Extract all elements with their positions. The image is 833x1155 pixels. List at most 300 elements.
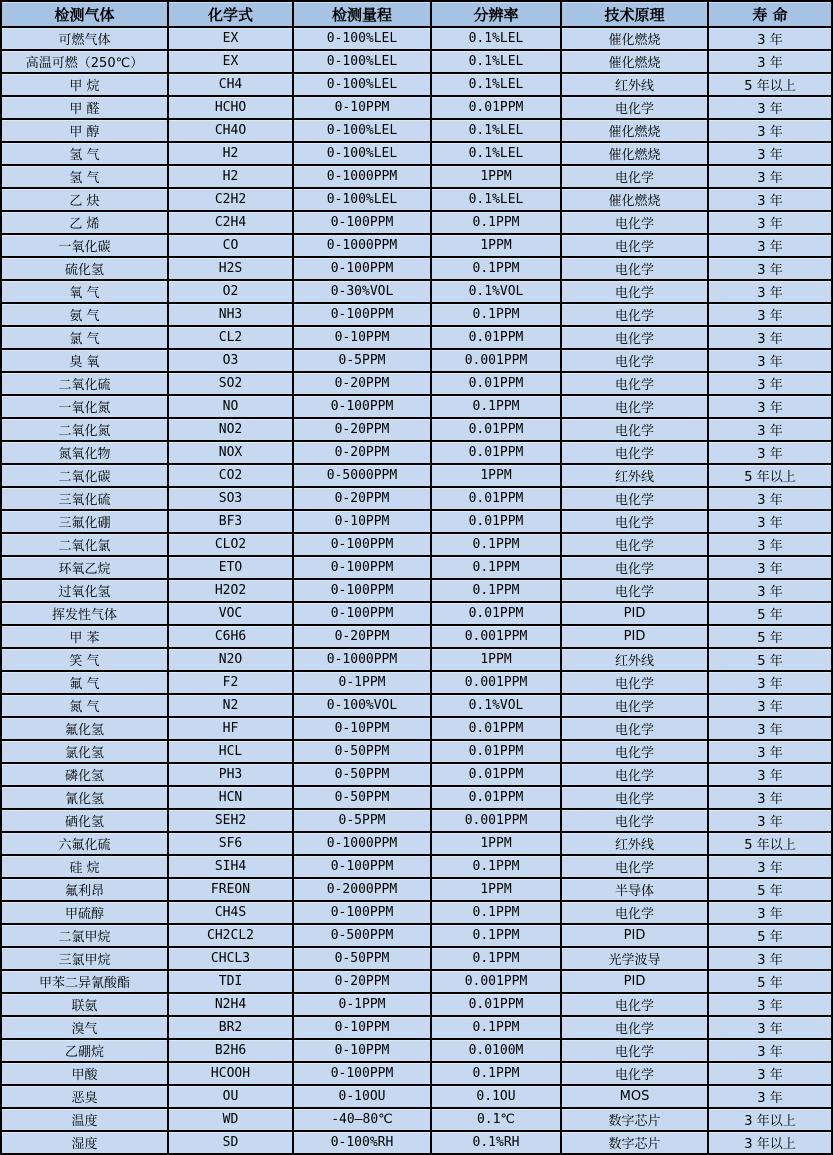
cell-formula: H2O2 — [168, 579, 293, 602]
cell-resolution: 0.01PPM — [431, 786, 561, 809]
cell-resolution: 0.01PPM — [431, 602, 561, 625]
cell-gas-name: 甲 醇 — [1, 119, 168, 142]
cell-lifespan: 3 年 — [708, 119, 832, 142]
cell-gas-name: 氨 气 — [1, 303, 168, 326]
cell-range: 0-10PPM — [293, 510, 431, 533]
table-row — [1, 326, 832, 349]
cell-range: 0-50PPM — [293, 763, 431, 786]
cell-gas-name: 甲酸 — [1, 1062, 168, 1085]
cell-formula: FREON — [168, 878, 293, 901]
table-row — [1, 510, 832, 533]
table-row — [1, 418, 832, 441]
cell-resolution: 0.1PPM — [431, 1062, 561, 1085]
cell-range: 0-2000PPM — [293, 878, 431, 901]
table-row — [1, 855, 832, 878]
cell-range: 0-10OU — [293, 1085, 431, 1108]
table-row — [1, 257, 832, 280]
cell-resolution: 0.1PPM — [431, 395, 561, 418]
cell-principle: 电化学 — [561, 510, 708, 533]
cell-resolution: 0.01PPM — [431, 96, 561, 119]
table-row — [1, 556, 832, 579]
cell-gas-name: 挥发性气体 — [1, 602, 168, 625]
cell-formula: EX — [168, 50, 293, 73]
cell-gas-name: 过氧化氢 — [1, 579, 168, 602]
cell-range: 0-20PPM — [293, 441, 431, 464]
cell-gas-name: 三氟化硼 — [1, 510, 168, 533]
cell-lifespan: 3 年 — [708, 211, 832, 234]
cell-range: 0-100PPM — [293, 257, 431, 280]
cell-lifespan: 3 年 — [708, 418, 832, 441]
cell-lifespan: 3 年 — [708, 280, 832, 303]
cell-lifespan: 3 年 — [708, 234, 832, 257]
cell-gas-name: 环氧乙烷 — [1, 556, 168, 579]
cell-range: 0-100PPM — [293, 395, 431, 418]
cell-range: 0-100PPM — [293, 303, 431, 326]
cell-lifespan: 3 年 — [708, 142, 832, 165]
cell-range: 0-100%LEL — [293, 27, 431, 50]
cell-gas-name: 臭 氧 — [1, 349, 168, 372]
cell-principle: PID — [561, 602, 708, 625]
cell-resolution: 0.1%RH — [431, 1131, 561, 1154]
cell-formula: NH3 — [168, 303, 293, 326]
table-row — [1, 1062, 832, 1085]
cell-formula: F2 — [168, 671, 293, 694]
cell-resolution: 0.01PPM — [431, 717, 561, 740]
cell-formula: C2H2 — [168, 188, 293, 211]
cell-range: 0-5PPM — [293, 809, 431, 832]
cell-gas-name: 二氧化碳 — [1, 464, 168, 487]
cell-principle: MOS — [561, 1085, 708, 1108]
cell-gas-name: 三氯甲烷 — [1, 947, 168, 970]
cell-formula: SD — [168, 1131, 293, 1154]
cell-principle: 电化学 — [561, 234, 708, 257]
cell-lifespan: 3 年 — [708, 165, 832, 188]
cell-lifespan: 3 年 — [708, 188, 832, 211]
table-row — [1, 878, 832, 901]
cell-resolution: 0.1PPM — [431, 533, 561, 556]
cell-resolution: 0.1PPM — [431, 947, 561, 970]
cell-lifespan: 3 年 — [708, 372, 832, 395]
table-row — [1, 694, 832, 717]
table-row — [1, 533, 832, 556]
cell-range: 0-10PPM — [293, 1039, 431, 1062]
cell-gas-name: 氟 气 — [1, 671, 168, 694]
cell-range: 0-20PPM — [293, 970, 431, 993]
cell-principle: 电化学 — [561, 1016, 708, 1039]
table-row — [1, 809, 832, 832]
table-row — [1, 165, 832, 188]
cell-gas-name: 氰化氢 — [1, 786, 168, 809]
cell-principle: 电化学 — [561, 740, 708, 763]
cell-resolution: 0.01PPM — [431, 763, 561, 786]
cell-formula: PH3 — [168, 763, 293, 786]
cell-principle: 数字芯片 — [561, 1108, 708, 1131]
table-row — [1, 717, 832, 740]
column-header-resolution: 分辨率 — [431, 1, 561, 27]
cell-resolution: 0.1%VOL — [431, 280, 561, 303]
cell-gas-name: 二氧化氯 — [1, 533, 168, 556]
cell-lifespan: 5 年以上 — [708, 464, 832, 487]
cell-formula: CH4O — [168, 119, 293, 142]
cell-lifespan: 5 年 — [708, 878, 832, 901]
cell-range: 0-20PPM — [293, 625, 431, 648]
cell-formula: B2H6 — [168, 1039, 293, 1062]
cell-formula: BF3 — [168, 510, 293, 533]
cell-formula: CO2 — [168, 464, 293, 487]
table-row — [1, 234, 832, 257]
cell-principle: 电化学 — [561, 211, 708, 234]
cell-range: 0-100PPM — [293, 556, 431, 579]
cell-lifespan: 3 年 — [708, 901, 832, 924]
cell-resolution: 0.01PPM — [431, 740, 561, 763]
cell-range: 0-10PPM — [293, 717, 431, 740]
cell-formula: O2 — [168, 280, 293, 303]
cell-principle: 电化学 — [561, 487, 708, 510]
cell-resolution: 0.1OU — [431, 1085, 561, 1108]
cell-range: 0-1000PPM — [293, 165, 431, 188]
cell-resolution: 0.1PPM — [431, 211, 561, 234]
cell-lifespan: 3 年 — [708, 694, 832, 717]
cell-lifespan: 3 年 — [708, 487, 832, 510]
cell-resolution: 0.1%VOL — [431, 694, 561, 717]
cell-range: 0-100PPM — [293, 602, 431, 625]
table-row — [1, 96, 832, 119]
cell-lifespan: 3 年 — [708, 349, 832, 372]
cell-principle: 电化学 — [561, 717, 708, 740]
cell-resolution: 0.1PPM — [431, 556, 561, 579]
cell-gas-name: 一氧化碳 — [1, 234, 168, 257]
cell-formula: O3 — [168, 349, 293, 372]
cell-gas-name: 氯化氢 — [1, 740, 168, 763]
table-row — [1, 1131, 832, 1154]
cell-principle: 电化学 — [561, 418, 708, 441]
cell-principle: PID — [561, 970, 708, 993]
cell-range: 0-1PPM — [293, 993, 431, 1016]
cell-formula: HF — [168, 717, 293, 740]
table-body — [1, 27, 832, 1154]
cell-lifespan: 5 年 — [708, 648, 832, 671]
table-row — [1, 740, 832, 763]
cell-resolution: 1PPM — [431, 832, 561, 855]
cell-lifespan: 3 年 — [708, 1062, 832, 1085]
table-row — [1, 671, 832, 694]
cell-range: 0-100%LEL — [293, 188, 431, 211]
cell-principle: 催化燃烧 — [561, 119, 708, 142]
cell-formula: C6H6 — [168, 625, 293, 648]
cell-lifespan: 3 年 — [708, 1039, 832, 1062]
cell-gas-name: 氮氧化物 — [1, 441, 168, 464]
table-row — [1, 947, 832, 970]
cell-resolution: 1PPM — [431, 165, 561, 188]
cell-principle: 光学波导 — [561, 947, 708, 970]
table-row — [1, 211, 832, 234]
cell-principle: 红外线 — [561, 73, 708, 96]
cell-formula: SF6 — [168, 832, 293, 855]
cell-resolution: 0.1PPM — [431, 257, 561, 280]
table-row — [1, 73, 832, 96]
cell-formula: HCL — [168, 740, 293, 763]
cell-range: 0-10PPM — [293, 96, 431, 119]
cell-formula: H2S — [168, 257, 293, 280]
cell-formula: EX — [168, 27, 293, 50]
table-row — [1, 648, 832, 671]
table-row — [1, 303, 832, 326]
cell-range: 0-100PPM — [293, 855, 431, 878]
table-row — [1, 1016, 832, 1039]
column-header-lifespan: 寿 命 — [708, 1, 832, 27]
cell-formula: CO — [168, 234, 293, 257]
table-row — [1, 579, 832, 602]
table-row — [1, 763, 832, 786]
cell-lifespan: 3 年 — [708, 1016, 832, 1039]
cell-gas-name: 三氧化硫 — [1, 487, 168, 510]
cell-gas-name: 二氧化氮 — [1, 418, 168, 441]
table-row — [1, 464, 832, 487]
cell-formula: HCHO — [168, 96, 293, 119]
cell-gas-name: 甲 苯 — [1, 625, 168, 648]
cell-lifespan: 3 年 — [708, 533, 832, 556]
cell-lifespan: 3 年 — [708, 993, 832, 1016]
cell-range: 0-100PPM — [293, 533, 431, 556]
cell-lifespan: 3 年以上 — [708, 1108, 832, 1131]
cell-range: 0-100%RH — [293, 1131, 431, 1154]
cell-formula: CH4S — [168, 901, 293, 924]
cell-principle: 催化燃烧 — [561, 188, 708, 211]
cell-range: 0-5PPM — [293, 349, 431, 372]
cell-range: 0-100PPM — [293, 211, 431, 234]
cell-formula: TDI — [168, 970, 293, 993]
cell-principle: 电化学 — [561, 671, 708, 694]
cell-formula: NO — [168, 395, 293, 418]
table-row — [1, 832, 832, 855]
cell-lifespan: 5 年 — [708, 970, 832, 993]
cell-gas-name: 高温可燃（250℃） — [1, 50, 168, 73]
cell-formula: VOC — [168, 602, 293, 625]
table-row — [1, 188, 832, 211]
table-row — [1, 441, 832, 464]
cell-principle: 电化学 — [561, 1062, 708, 1085]
cell-gas-name: 氧 气 — [1, 280, 168, 303]
cell-principle: 电化学 — [561, 579, 708, 602]
cell-principle: 电化学 — [561, 855, 708, 878]
cell-range: 0-100%VOL — [293, 694, 431, 717]
cell-resolution: 0.1℃ — [431, 1108, 561, 1131]
cell-range: 0-10PPM — [293, 326, 431, 349]
cell-range: 0-1000PPM — [293, 648, 431, 671]
cell-gas-name: 甲硫醇 — [1, 901, 168, 924]
cell-principle: 电化学 — [561, 96, 708, 119]
cell-gas-name: 联氨 — [1, 993, 168, 1016]
cell-principle: 电化学 — [561, 395, 708, 418]
cell-resolution: 0.1%LEL — [431, 50, 561, 73]
cell-gas-name: 氢 气 — [1, 165, 168, 188]
cell-lifespan: 5 年 — [708, 625, 832, 648]
cell-lifespan: 3 年 — [708, 947, 832, 970]
cell-formula: H2 — [168, 165, 293, 188]
cell-range: -40—80℃ — [293, 1108, 431, 1131]
cell-principle: 电化学 — [561, 165, 708, 188]
cell-principle: 电化学 — [561, 372, 708, 395]
cell-formula: OU — [168, 1085, 293, 1108]
cell-range: 0-1000PPM — [293, 832, 431, 855]
cell-resolution: 1PPM — [431, 234, 561, 257]
cell-resolution: 0.1PPM — [431, 901, 561, 924]
cell-formula: CL2 — [168, 326, 293, 349]
cell-lifespan: 3 年 — [708, 441, 832, 464]
cell-principle: 电化学 — [561, 694, 708, 717]
cell-gas-name: 可燃气体 — [1, 27, 168, 50]
table-row — [1, 142, 832, 165]
table-row — [1, 901, 832, 924]
table-row — [1, 27, 832, 50]
cell-gas-name: 氢 气 — [1, 142, 168, 165]
cell-principle: 电化学 — [561, 556, 708, 579]
cell-range: 0-1PPM — [293, 671, 431, 694]
cell-range: 0-50PPM — [293, 740, 431, 763]
cell-lifespan: 3 年 — [708, 579, 832, 602]
table-row — [1, 602, 832, 625]
cell-formula: H2 — [168, 142, 293, 165]
cell-gas-name: 乙 烯 — [1, 211, 168, 234]
cell-formula: N2 — [168, 694, 293, 717]
column-header-gas: 检测气体 — [1, 1, 168, 27]
cell-principle: 电化学 — [561, 280, 708, 303]
cell-resolution: 0.001PPM — [431, 970, 561, 993]
cell-gas-name: 乙 炔 — [1, 188, 168, 211]
cell-lifespan: 5 年以上 — [708, 73, 832, 96]
cell-gas-name: 硫化氢 — [1, 257, 168, 280]
cell-lifespan: 5 年 — [708, 924, 832, 947]
table-row — [1, 372, 832, 395]
cell-range: 0-10PPM — [293, 1016, 431, 1039]
cell-principle: 电化学 — [561, 441, 708, 464]
cell-principle: 电化学 — [561, 1039, 708, 1062]
table-header — [1, 1, 832, 27]
cell-resolution: 0.1%LEL — [431, 188, 561, 211]
cell-lifespan: 3 年 — [708, 326, 832, 349]
cell-gas-name: 氟化氢 — [1, 717, 168, 740]
cell-formula: N2O — [168, 648, 293, 671]
cell-resolution: 0.1PPM — [431, 303, 561, 326]
cell-range: 0-20PPM — [293, 418, 431, 441]
cell-resolution: 0.1PPM — [431, 924, 561, 947]
cell-formula: HCN — [168, 786, 293, 809]
cell-gas-name: 温度 — [1, 1108, 168, 1131]
cell-range: 0-50PPM — [293, 786, 431, 809]
cell-formula: WD — [168, 1108, 293, 1131]
table-row — [1, 395, 832, 418]
cell-range: 0-100PPM — [293, 1062, 431, 1085]
cell-principle: 电化学 — [561, 257, 708, 280]
cell-resolution: 0.1PPM — [431, 1016, 561, 1039]
cell-principle: 电化学 — [561, 349, 708, 372]
cell-resolution: 0.001PPM — [431, 625, 561, 648]
cell-lifespan: 3 年 — [708, 855, 832, 878]
cell-resolution: 0.01PPM — [431, 487, 561, 510]
cell-gas-name: 笑 气 — [1, 648, 168, 671]
cell-gas-name: 一氧化氮 — [1, 395, 168, 418]
cell-gas-name: 磷化氢 — [1, 763, 168, 786]
table-row — [1, 993, 832, 1016]
cell-formula: N2H4 — [168, 993, 293, 1016]
table-row — [1, 119, 832, 142]
cell-principle: 催化燃烧 — [561, 27, 708, 50]
cell-gas-name: 氟利昂 — [1, 878, 168, 901]
cell-principle: 电化学 — [561, 786, 708, 809]
cell-principle: 红外线 — [561, 464, 708, 487]
cell-formula: SO3 — [168, 487, 293, 510]
table-row — [1, 1039, 832, 1062]
cell-range: 0-20PPM — [293, 372, 431, 395]
cell-gas-name: 溴气 — [1, 1016, 168, 1039]
table-row — [1, 786, 832, 809]
table-row — [1, 625, 832, 648]
cell-formula: SO2 — [168, 372, 293, 395]
cell-resolution: 0.01PPM — [431, 326, 561, 349]
cell-formula: CHCL3 — [168, 947, 293, 970]
cell-principle: 红外线 — [561, 648, 708, 671]
cell-lifespan: 3 年 — [708, 809, 832, 832]
table-row — [1, 970, 832, 993]
cell-formula: BR2 — [168, 1016, 293, 1039]
cell-gas-name: 甲 醛 — [1, 96, 168, 119]
cell-gas-name: 乙硼烷 — [1, 1039, 168, 1062]
cell-formula: SEH2 — [168, 809, 293, 832]
cell-resolution: 0.1PPM — [431, 855, 561, 878]
cell-range: 0-100%LEL — [293, 73, 431, 96]
cell-lifespan: 3 年 — [708, 556, 832, 579]
cell-resolution: 0.1PPM — [431, 579, 561, 602]
cell-lifespan: 3 年 — [708, 96, 832, 119]
cell-gas-name: 六氟化硫 — [1, 832, 168, 855]
cell-resolution: 0.1%LEL — [431, 73, 561, 96]
cell-range: 0-1000PPM — [293, 234, 431, 257]
cell-resolution: 1PPM — [431, 878, 561, 901]
cell-range: 0-20PPM — [293, 487, 431, 510]
cell-principle: 催化燃烧 — [561, 142, 708, 165]
cell-principle: 催化燃烧 — [561, 50, 708, 73]
cell-resolution: 0.01PPM — [431, 993, 561, 1016]
cell-formula: NOX — [168, 441, 293, 464]
cell-lifespan: 3 年 — [708, 303, 832, 326]
cell-lifespan: 3 年 — [708, 257, 832, 280]
cell-lifespan: 3 年 — [708, 786, 832, 809]
cell-lifespan: 3 年 — [708, 50, 832, 73]
cell-principle: 电化学 — [561, 901, 708, 924]
cell-resolution: 1PPM — [431, 648, 561, 671]
header-row — [1, 1, 832, 27]
cell-resolution: 0.001PPM — [431, 671, 561, 694]
cell-gas-name: 氮 气 — [1, 694, 168, 717]
cell-range: 0-100%LEL — [293, 142, 431, 165]
cell-principle: 红外线 — [561, 832, 708, 855]
cell-gas-name: 氯 气 — [1, 326, 168, 349]
table-row — [1, 1085, 832, 1108]
cell-gas-name: 甲 烷 — [1, 73, 168, 96]
cell-range: 0-50PPM — [293, 947, 431, 970]
table-row — [1, 349, 832, 372]
table-row — [1, 1108, 832, 1131]
column-header-range: 检测量程 — [293, 1, 431, 27]
cell-principle: 半导体 — [561, 878, 708, 901]
cell-gas-name: 恶臭 — [1, 1085, 168, 1108]
cell-lifespan: 3 年 — [708, 27, 832, 50]
cell-resolution: 0.001PPM — [431, 809, 561, 832]
cell-formula: NO2 — [168, 418, 293, 441]
cell-gas-name: 湿度 — [1, 1131, 168, 1154]
cell-principle: 数字芯片 — [561, 1131, 708, 1154]
cell-gas-name: 甲苯二异氰酸酯 — [1, 970, 168, 993]
